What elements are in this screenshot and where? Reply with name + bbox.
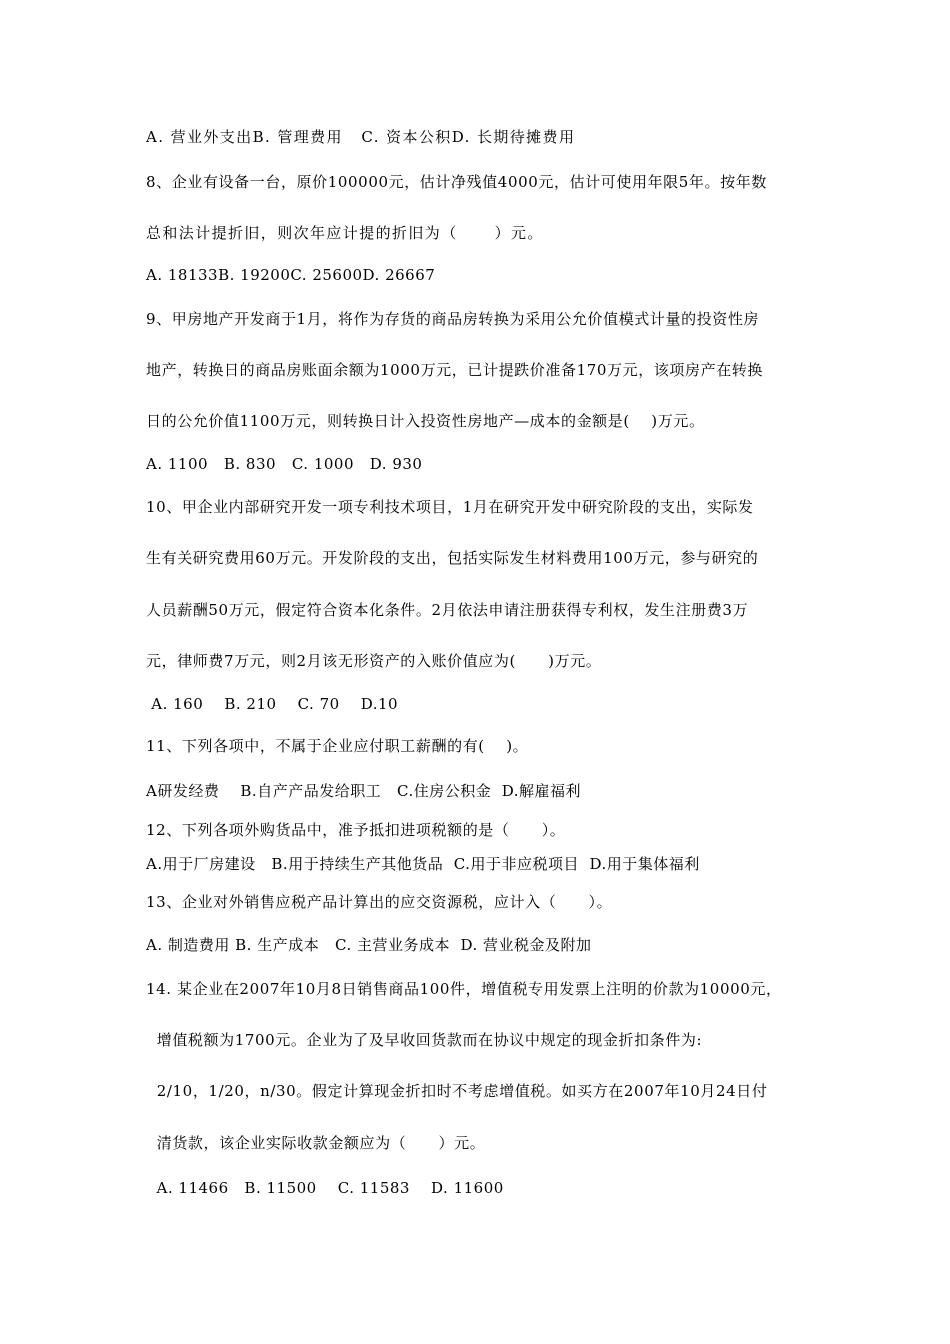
q14-options: A. 11466 B. 11500 C. 11583 D. 11600 bbox=[146, 1179, 504, 1197]
q14-stem-line-2: 增值税额为1700元。企业为了及早收回货款而在协议中规定的现金折扣条件为: bbox=[146, 1031, 703, 1049]
q8-options: A. 18133B. 19200C. 25600D. 26667 bbox=[146, 266, 436, 284]
q13-stem: 13、企业对外销售应税产品计算出的应交资源税，应计入（ ）。 bbox=[146, 893, 613, 911]
q10-options: A. 160 B. 210 C. 70 D.10 bbox=[146, 695, 399, 713]
q14-stem-line-4: 清货款，该企业实际收款金额应为（ ）元。 bbox=[146, 1134, 486, 1152]
q11-stem: 11、下列各项中，不属于企业应付职工薪酬的有( )。 bbox=[146, 737, 529, 755]
q10-stem-line-2: 生有关研究费用60万元。开发阶段的支出，包括实际发生材料费用100万元，参与研究的 bbox=[146, 549, 759, 567]
q9-options: A. 1100 B. 830 C. 1000 D. 930 bbox=[146, 455, 423, 473]
q12-options: A.用于厂房建设 B.用于持续生产其他货品 C.用于非应税项目 D.用于集体福利 bbox=[146, 855, 700, 873]
q9-stem-line-1: 9、甲房地产开发商于1月，将作为存货的商品房转换为采用公允价值模式计量的投资性房 bbox=[146, 310, 760, 328]
q9-stem-line-2: 地产，转换日的商品房账面余额为1000万元，已计提跌价准备170万元，该项房产在转换 bbox=[146, 361, 764, 379]
q9-stem-line-3: 日的公允价值1100万元，则转换日计入投资性房地产—成本的金额是( )万元。 bbox=[146, 412, 705, 430]
q13-options: A. 制造费用 B. 生产成本 C. 主营业务成本 D. 营业税金及附加 bbox=[146, 936, 592, 954]
q12-stem: 12、下列各项外购货品中，准予抵扣进项税额的是（ ）。 bbox=[146, 821, 566, 839]
q14-stem-line-1: 14. 某企业在2007年10月8日销售商品100件，增值税专用发票上注明的价款为10000元， bbox=[146, 980, 782, 998]
q11-options: A研发经费 B.自产产品发给职工 C.住房公积金 D.解雇福利 bbox=[146, 782, 582, 800]
q10-stem-line-1: 10、甲企业内部研究开发一项专利技术项目，1月在研究开发中研究阶段的支出，实际发 bbox=[146, 498, 754, 516]
q14-stem-line-3: 2/10，1/20，n/30。假定计算现金折扣时不考虑增值税。如买方在2007年10月24日付 bbox=[146, 1082, 768, 1100]
q8-stem-line-2: 总和法计提折旧，则次年应计提的折旧为（ ）元。 bbox=[146, 224, 544, 242]
q7-options: A. 营业外支出B. 管理费用 C. 资本公积D. 长期待摊费用 bbox=[146, 128, 576, 146]
q8-stem-line-1: 8、企业有设备一台，原价100000元，估计净残值4000元，估计可使用年限5年。按年数 bbox=[146, 173, 767, 191]
q10-stem-line-4: 元，律师费7万元，则2月该无形资产的入账价值应为( )万元。 bbox=[146, 652, 602, 670]
q10-stem-line-3: 人员薪酬50万元，假定符合资本化条件。2月依法申请注册获得专利权，发生注册费3万 bbox=[146, 601, 749, 619]
